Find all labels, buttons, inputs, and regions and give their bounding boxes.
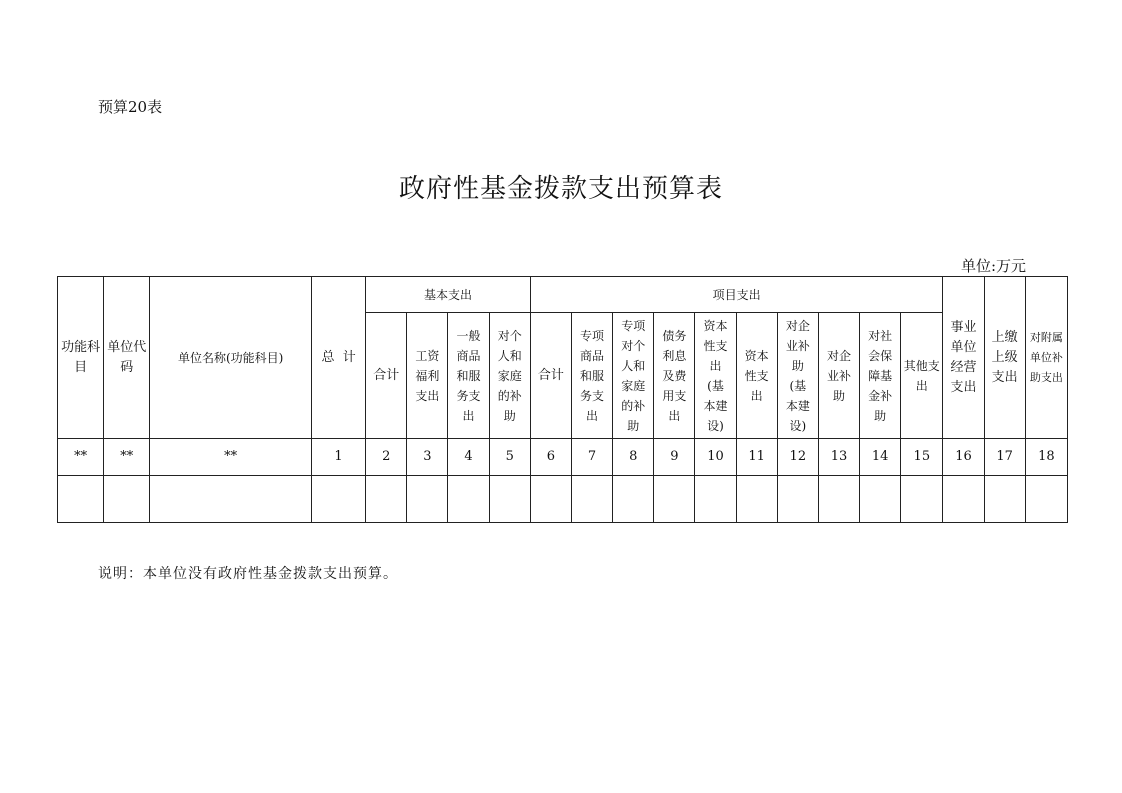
empty-cell: [58, 476, 104, 523]
col-subsidiary-subsidy: 对附属单位补助支出: [1025, 277, 1067, 439]
empty-cell: [366, 476, 407, 523]
empty-cell: [1025, 476, 1067, 523]
col-project-goods: 专项商品和服务支出: [571, 313, 612, 439]
col-project-debt: 债务利息及费用支出: [654, 313, 695, 439]
group-basic-expenditure: 基本支出: [366, 277, 531, 313]
empty-cell: [448, 476, 489, 523]
col-business-expense: 事业单位经营支出: [943, 277, 984, 439]
col-project-enterprise-construction: 对企业补助(基本建设): [777, 313, 818, 439]
empty-cell: [150, 476, 312, 523]
group-project-expenditure: 项目支出: [530, 277, 943, 313]
col-project-capital-construction: 资本性支出(基本建设): [695, 313, 736, 439]
index-cell: 15: [901, 439, 943, 476]
index-row: [58, 439, 1068, 476]
index-cell: **: [150, 439, 312, 476]
index-cell: 5: [489, 439, 530, 476]
col-project-enterprise: 对企业补助: [818, 313, 859, 439]
index-cell: 8: [613, 439, 654, 476]
budget-table: [57, 276, 1068, 523]
empty-cell: [943, 476, 984, 523]
empty-cell: [736, 476, 777, 523]
col-unit-name: 单位名称(功能科目): [150, 277, 312, 439]
empty-cell: [104, 476, 150, 523]
empty-cell: [695, 476, 736, 523]
col-project-total: 合计: [530, 313, 571, 439]
col-unit-code: 单位代码: [104, 277, 150, 439]
index-cell: 12: [777, 439, 818, 476]
empty-cell: [901, 476, 943, 523]
index-cell: 13: [818, 439, 859, 476]
col-project-social-security: 对社会保障基金补助: [860, 313, 901, 439]
empty-cell: [613, 476, 654, 523]
col-basic-goods: 一般商品和服务支出: [448, 313, 489, 439]
col-upper-payment: 上缴上级支出: [984, 277, 1025, 439]
index-cell: 11: [736, 439, 777, 476]
index-cell: 16: [943, 439, 984, 476]
empty-cell: [489, 476, 530, 523]
empty-cell: [530, 476, 571, 523]
empty-cell: [818, 476, 859, 523]
col-project-other: 其他支出: [901, 313, 943, 439]
col-total: 总 计: [311, 277, 365, 439]
empty-cell: [777, 476, 818, 523]
col-project-individual: 专项对个人和家庭的补助: [613, 313, 654, 439]
empty-cell: [311, 476, 365, 523]
empty-cell: [654, 476, 695, 523]
index-cell: 10: [695, 439, 736, 476]
page-title: 政府性基金拨款支出预算表: [398, 174, 723, 204]
col-basic-wages: 工资福利支出: [407, 313, 448, 439]
form-number: 预算20表: [98, 98, 163, 116]
unit-label: 单位:万元: [960, 257, 1026, 275]
empty-cell: [860, 476, 901, 523]
col-basic-individual: 对个人和家庭的补助: [489, 313, 530, 439]
index-cell: 7: [571, 439, 612, 476]
empty-cell: [407, 476, 448, 523]
empty-cell: [571, 476, 612, 523]
index-cell: **: [58, 439, 104, 476]
index-cell: 6: [530, 439, 571, 476]
index-cell: 14: [860, 439, 901, 476]
index-cell: 2: [366, 439, 407, 476]
index-cell: 3: [407, 439, 448, 476]
index-cell: **: [104, 439, 150, 476]
col-project-capital: 资本性支出: [736, 313, 777, 439]
index-cell: 9: [654, 439, 695, 476]
index-cell: 1: [311, 439, 365, 476]
explanation-note: 说明：本单位没有政府性基金拨款支出预算。: [98, 566, 398, 582]
empty-data-row: [58, 476, 1068, 523]
col-basic-total: 合计: [366, 313, 407, 439]
empty-cell: [984, 476, 1025, 523]
index-cell: 17: [984, 439, 1025, 476]
col-func-subject: 功能科目: [58, 277, 104, 439]
index-cell: 4: [448, 439, 489, 476]
index-cell: 18: [1025, 439, 1067, 476]
